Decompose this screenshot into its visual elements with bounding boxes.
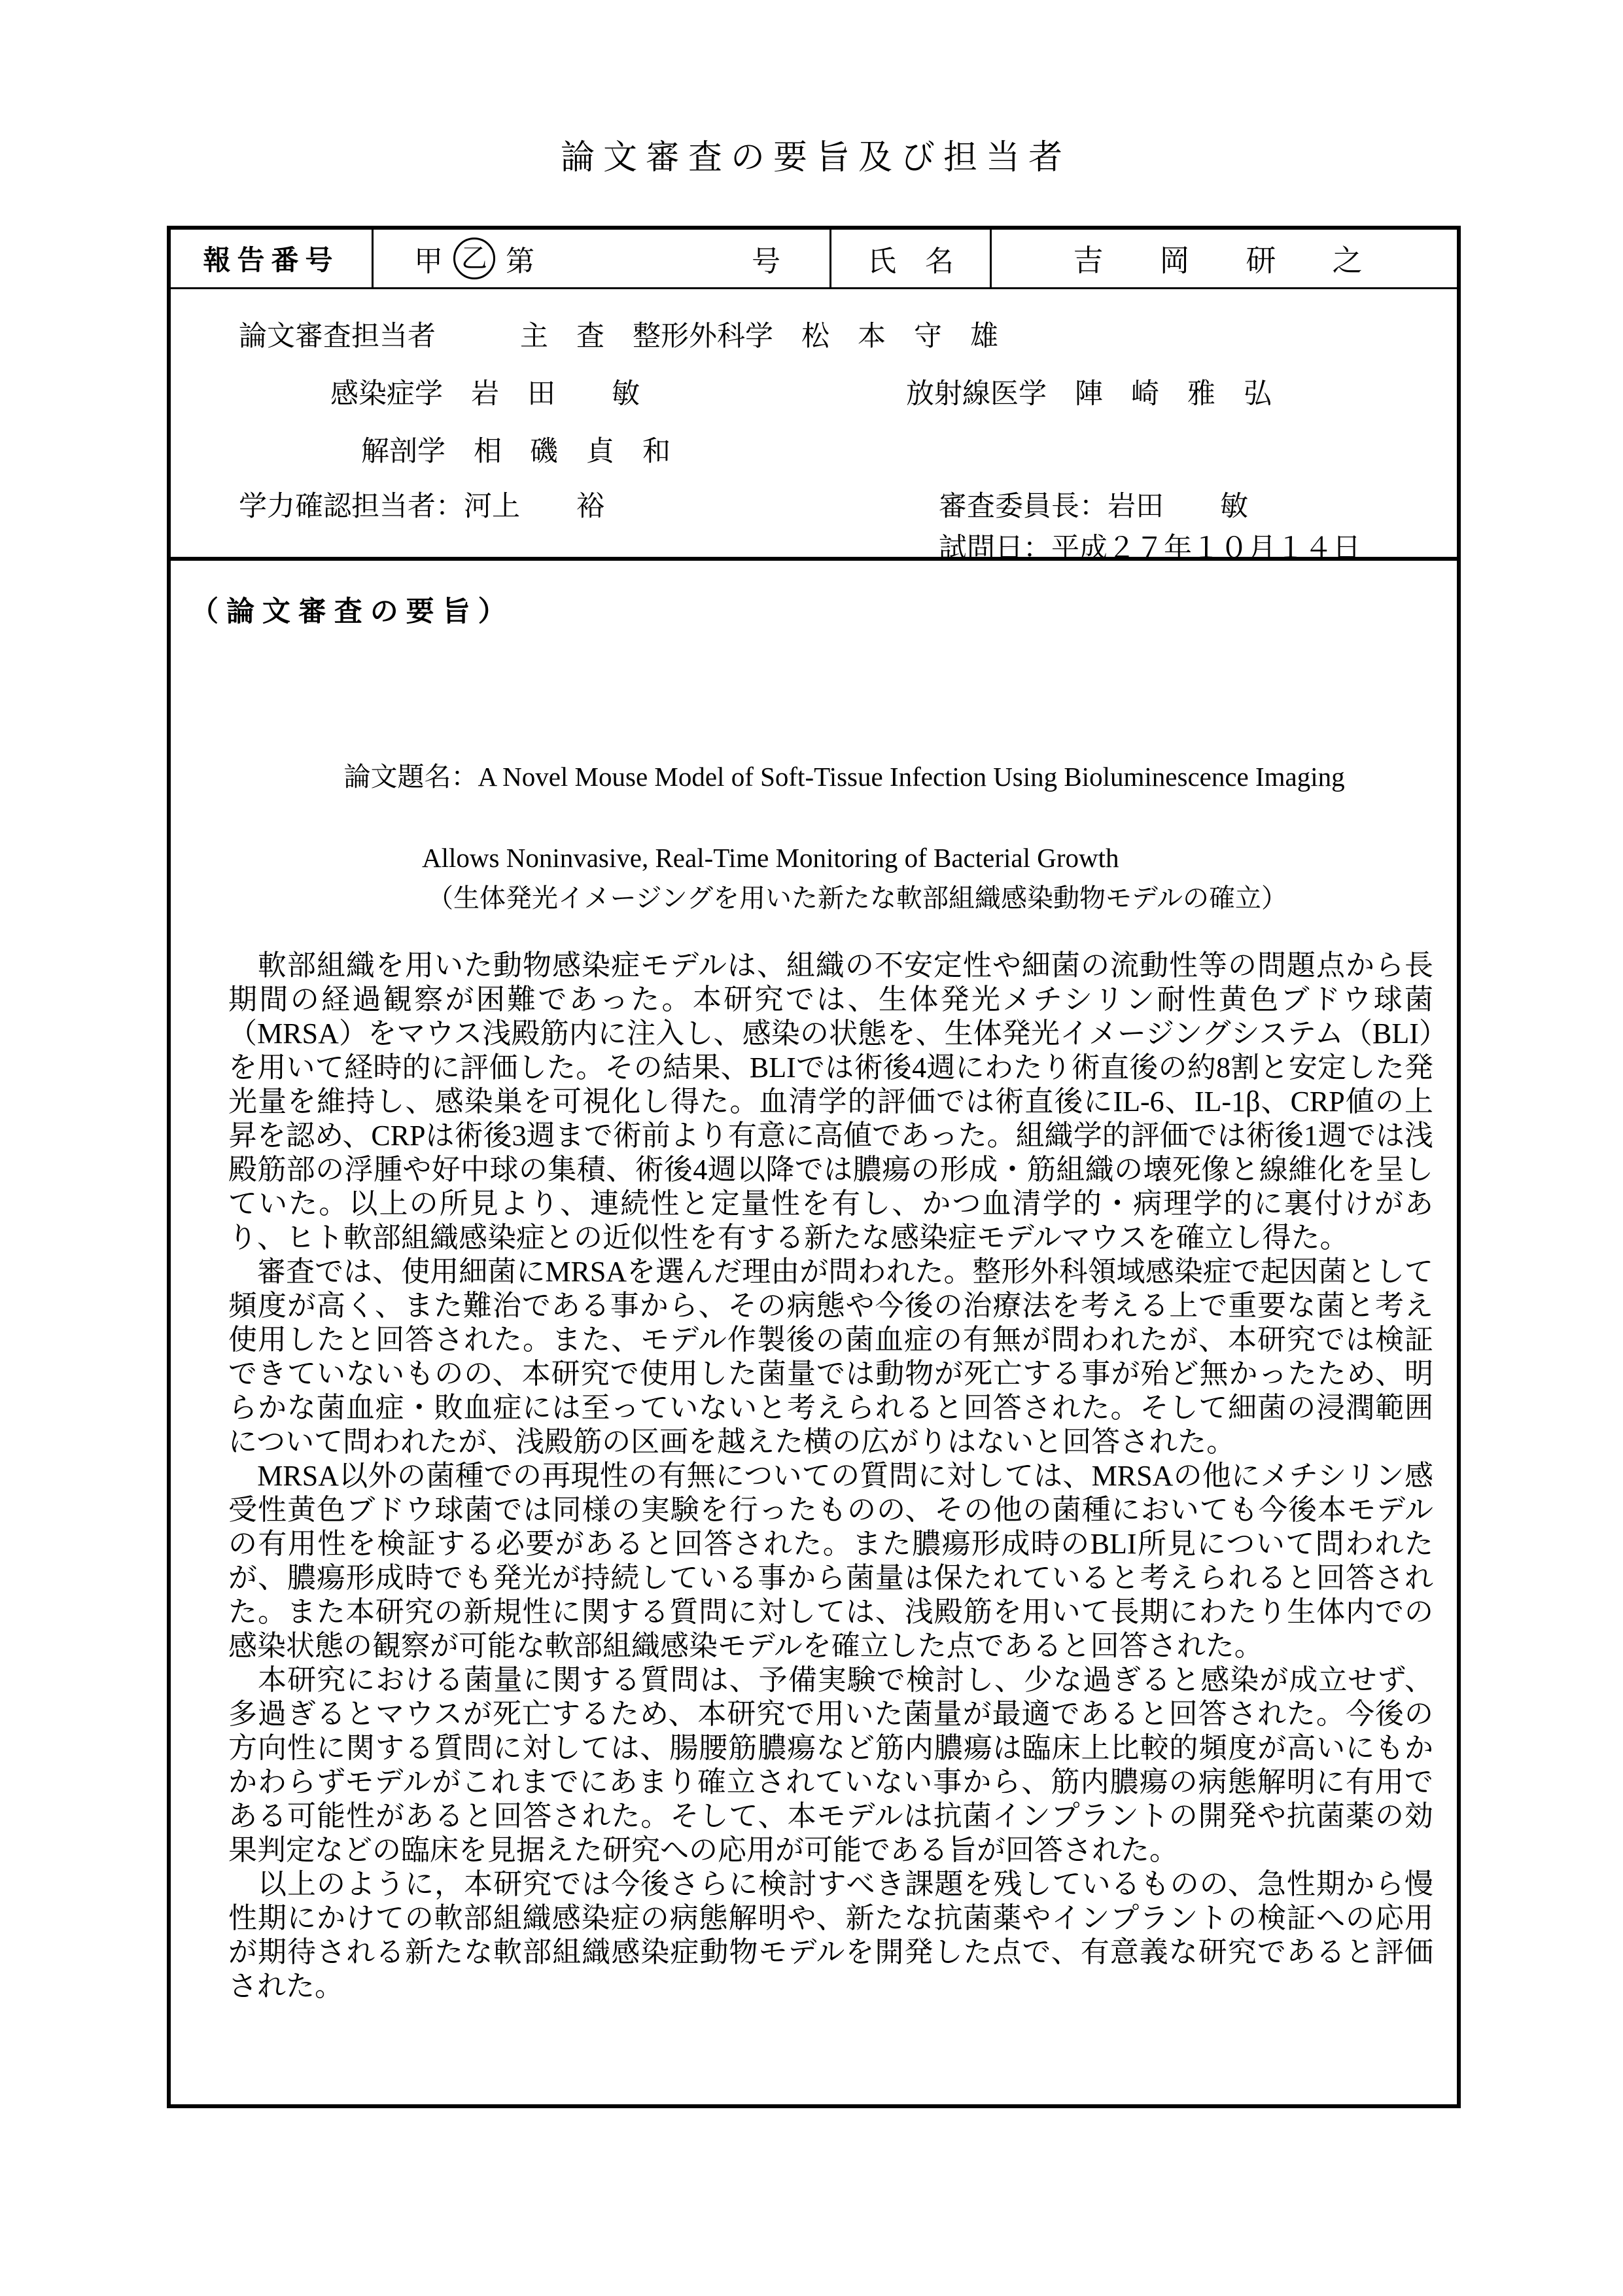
examiner-radiology-line: 放射線医学 陣 崎 雅 弘 (906, 379, 1272, 410)
summary-heading: （ 論 文 審 査 の 要 旨 ） (190, 596, 506, 627)
review-paragraphs (228, 949, 1433, 2004)
review-paragraph: MRSA以外の菌種での再現性の有無についての質問に対しては、MRSAの他にメチシリン感受性黄色ブドウ球菌では同様の実験を行ったものの、その他の菌種においても今後本モデルの有用性を検証する必要があると回答された。また膿瘍形成時のBLI所見について問われたが、膿瘍形成時でも発光が持続している事から菌量は保たれていると考えられると回答された。また本研究の新規性に関する質問に対しては、浅殿筋を用いて長期にわたり生体内での感染状態の観察が可能な軟部組織感染モデルを確立した点であると回答された。 (228, 1460, 1433, 1662)
review-form-box (167, 226, 1461, 2108)
thesis-title-ja: （生体発光イメージングを用いた新たな軟部組織感染動物モデルの確立） (427, 883, 1287, 913)
review-paragraph: 審査では、使用細菌にMRSAを選んだ理由が問われた。整形外科領域感染症で起因菌として頻度が高く、また難治である事から、その病態や今後の治療法を考える上で重要な菌と考え使用したと回答された。また、モデル作製後の菌血症の有無が問われたが、本研究では検証できていないものの、本研究で使用した菌量では動物が死亡する事が殆ど無かったため、明らかな菌血症・敗血症には至っていないと考えられると回答された。そして細菌の浸潤範囲について問われたが、浅殿筋の区画を越えた横の広がりはないと回答された。 (228, 1256, 1433, 1458)
exam-date: 試問日：平成２７年１０月１４日 (939, 533, 1361, 564)
review-paragraph: 本研究における菌量に関する質問は、予備実験で検討し、少な過ぎると感染が成立せず、多過ぎるとマウスが死亡するため、本研究で用いた菌量が最適であると回答された。今後の方向性に関する質問に対しては、腸腰筋膿瘍など筋内膿瘍は臨床上比較的頻度が高いにもかかわらずモデルがこれまでにあまり確立されていない事から、筋内膿瘍の病態解明に有用である可能性があると回答された。そして、本モデルは抗菌インプラントの開発や抗菌薬の効果判定などの臨床を見据えた研究への応用が可能である旨が回答された。 (228, 1664, 1433, 1866)
header-row (171, 230, 1457, 289)
review-paragraph: 以上のように，本研究では今後さらに検討すべき課題を残しているものの、急性期から慢性期にかけての軟部組織感染症の病態解明や、新たな抗菌薬やインプラントの検証への応用が期待される新たな軟部組織感染症動物モデルを開発した点で、有意義な研究であると評価された。 (228, 1868, 1433, 2002)
committee-chair-line: 審査委員長：岩田 敏 (939, 491, 1248, 522)
dai-label: 第 (506, 245, 534, 277)
page-title: 論 文 審 査 の 要 旨 及 び 担 当 者 (560, 139, 1062, 177)
examiner-infectious-line: 感染症学 岩 田 敏 (330, 379, 640, 410)
otsu-circled-mark: 乙 (453, 238, 495, 279)
thesis-title-en-2: Allows Noninvasive, Real-Time Monitoring of Bacterial Growth (422, 843, 1119, 873)
thesis-title-line1 (277, 716, 1457, 838)
examiners-section (171, 289, 1457, 564)
kou-label: 甲 (414, 245, 443, 277)
name-label: 氏 名 (831, 230, 992, 287)
thesis-title-label: 論文題名： (343, 762, 478, 792)
report-number-label: 報告番号 (171, 230, 374, 287)
examiner-chief-line: 論文審査担当者 主 査 整形外科学 松 本 守 雄 (239, 321, 998, 352)
report-number-cell (374, 230, 831, 287)
examiner-anatomy-line: 解剖学 相 磯 貞 和 (361, 436, 671, 467)
thesis-title-en-1: A Novel Mouse Model of Soft-Tissue Infection Using Bioluminescence Imaging (478, 762, 1345, 792)
gou-label: 号 (752, 245, 780, 277)
candidate-name: 吉 岡 研 之 (1073, 244, 1376, 277)
thesis-title-block (277, 716, 1457, 919)
academic-confirmer-line: 学力確認担当者：河上 裕 (239, 491, 604, 522)
review-paragraph: 軟部組織を用いた動物感染症モデルは、組織の不安定性や細菌の流動性等の問題点から長期間の経過観察が困難であった。本研究では、生体発光メチシリン耐性黄色ブドウ球菌（MRSA）をマウス浅殿筋内に注入し、感染の状態を、生体発光イメージングシステム（BLI）を用いて経時的に評価した。その結果、BLIでは術後4週にわたり術直後の約8割と安定した発光量を維持し、感染巣を可視化し得た。血清学的評価では術直後にIL-6、IL-1β、CRP値の上昇を認め、CRPは術後3週まで術前より有意に高値であった。組織学的評価では術後1週では浅殿筋部の浮腫や好中球の集積、術後4週以降では膿瘍の形成・筋組織の壊死像と線維化を呈していた。以上の所見より、連続性と定量性を有し、かつ血清学的・病理学的に裏付けがあり、ヒト軟部組織感染症との近似性を有する新たな感染症モデルマウスを確立し得た。 (228, 949, 1433, 1254)
summary-section (171, 561, 1457, 2102)
